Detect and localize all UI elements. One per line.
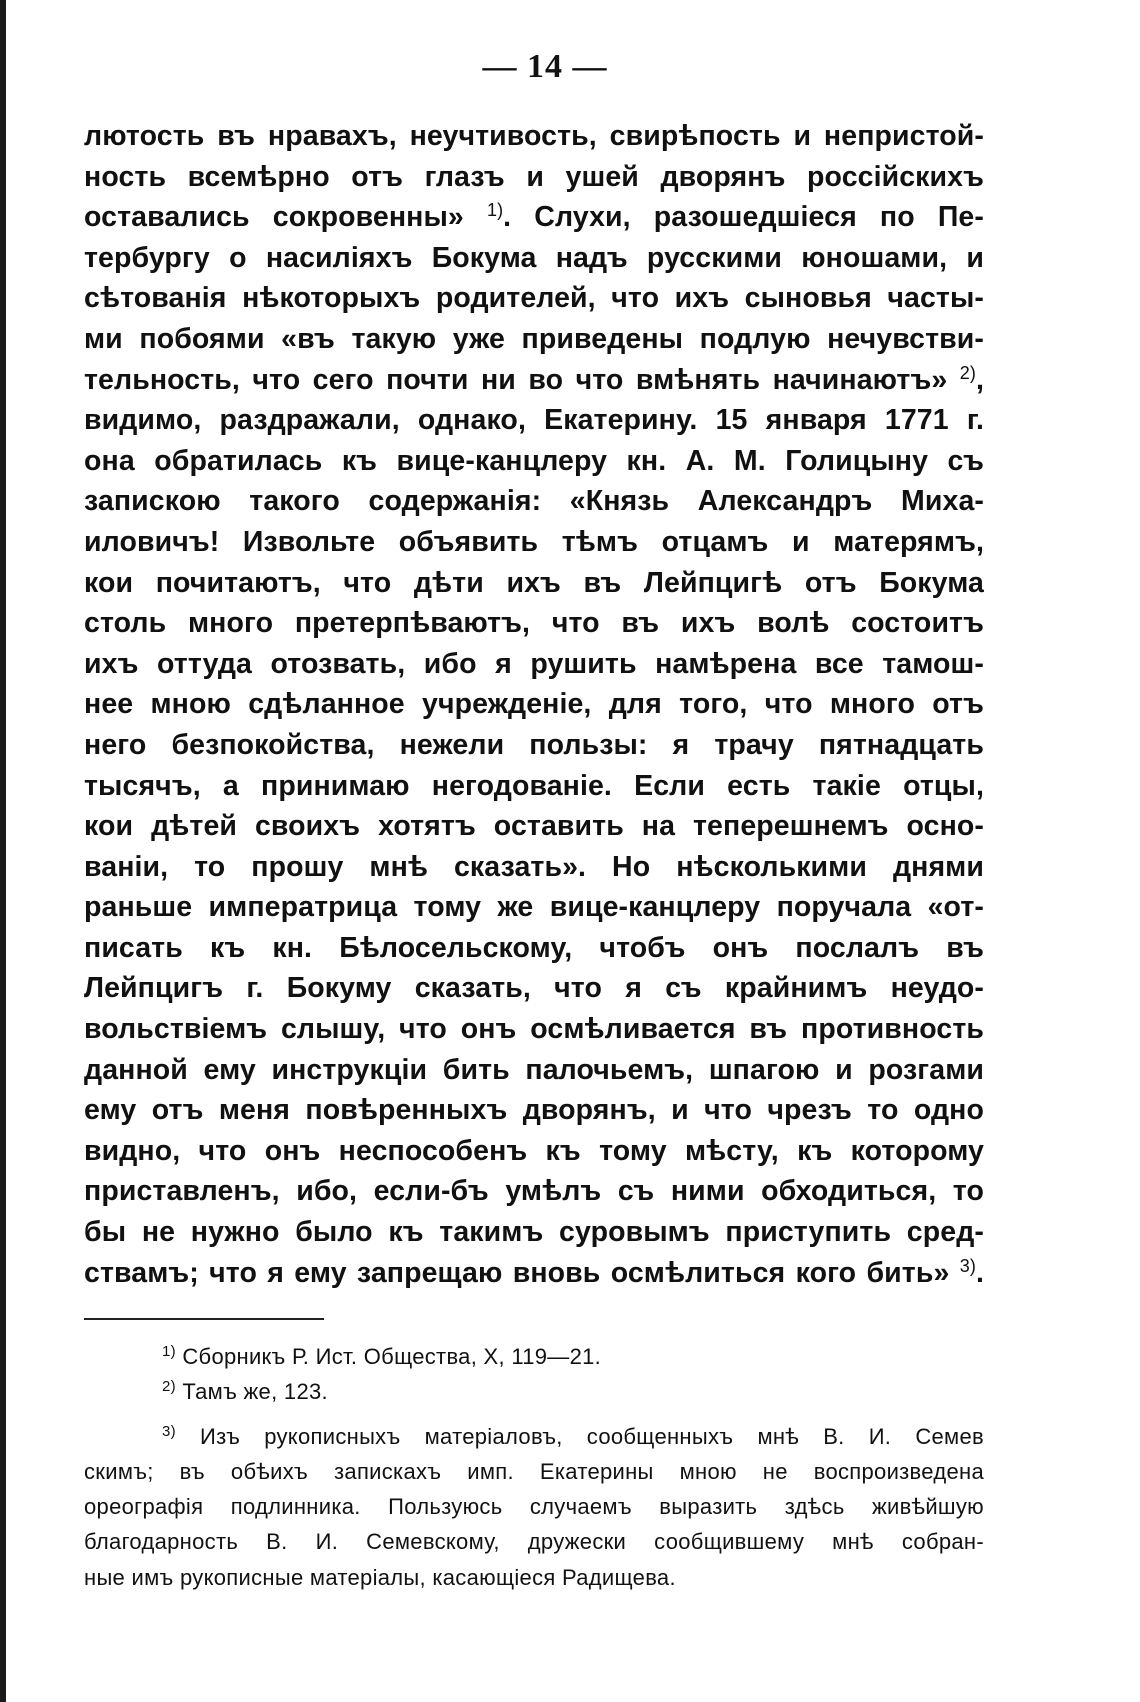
footnote-1-marker: 1) (162, 1343, 176, 1360)
body-line-17: тысячъ, а принимаю негодованіе. Если есть такіе отцы, (84, 769, 984, 802)
body-line-12: кои почитаютъ, что дѣти ихъ въ Лейпцигѣ отъ Бокума (84, 566, 984, 599)
body-line-9: она обратилась къ вице-канцлеру кн. А. М. Голицыну съ (84, 444, 984, 477)
body-line-3-tail: Слухи, разошедшіеся по Пе- (534, 201, 984, 234)
body-line-14: ихъ оттуда отозвать, ибо я рушить намѣрена все тамош- (84, 647, 984, 680)
body-line-2: ность всемѣрно отъ глазъ и ушей дворянъ россійскихъ (84, 160, 984, 193)
body-line-23: вольствіемъ слышу, что онъ осмѣливается въ противность (84, 1013, 984, 1046)
page-left-edge (0, 0, 6, 1702)
footnote-ref-3: 3) (959, 1255, 976, 1276)
footnote-3-line-5: ные имъ рукописные матеріалы, касающіеся Радищева. (84, 1564, 676, 1590)
body-line-10: запискою такого содержанія: «Князь Александръ Миха- (84, 485, 984, 518)
body-line-19: ваніи, то прошу мнѣ сказать». Но нѣсколькими днями (84, 850, 984, 883)
body-line-29 (84, 1253, 984, 1294)
body-line-22: Лейпцигъ г. Бокуму сказать, что я съ крайнимъ неудо- (84, 972, 984, 1005)
body-line-4: тербургу о насиліяхъ Бокума надъ русскими юношами, и (84, 241, 984, 274)
footnote-ref-2: 2) (959, 362, 976, 383)
body-line-7-text: тельность, что сего почти ни во что вмѣнять начинаютъ» (84, 363, 948, 396)
body-line-3: оставались сокровенны» $^{1)}$. Слухи, разошедшіеся по Пе- (84, 200, 984, 234)
page-number: — 14 — (482, 48, 608, 85)
body-line-8: видимо, раздражали, однако, Екатерину. 15 января 1771 г. (84, 404, 984, 437)
body-line-24: данной ему инструкціи бить палочьемъ, шпагою и розгами (84, 1053, 984, 1086)
body-line-13: столь много претерпѣваютъ, что въ ихъ волѣ состоитъ (84, 607, 984, 640)
body-line-18: кои дѣтей своихъ хотятъ оставить на теперешнемъ осно- (84, 810, 984, 843)
footnote-1-text: Сборникъ Р. Ист. Общества, X, 119—21. (182, 1344, 602, 1369)
body-line-11: иловичъ! Извольте объявить тѣмъ отцамъ и матерямъ, (84, 525, 984, 558)
body-line-15: нее мною сдѣланное учрежденіе, для того, что много отъ (84, 688, 984, 721)
body-line-25: ему отъ меня повѣренныхъ дворянъ, и что чрезъ то одно (84, 1094, 984, 1127)
footnote-3-line-4: благодарность В. И. Семевскому, дружески сообщившему мнѣ собран- (84, 1529, 984, 1555)
footnote-2-marker: 2) (162, 1378, 176, 1396)
body-line-6: ми побоями «въ такую уже приведены подлую нечувстви- (84, 322, 984, 355)
footnote-3-marker: 3) (162, 1422, 176, 1440)
body-line-5: сѣтованія нѣкоторыхъ родителей, что ихъ сыновья часты- (84, 282, 984, 315)
footnote-3-line-1 (84, 1419, 984, 1454)
body-line-26: видно, что онъ неспособенъ къ тому мѣсту, къ которому (84, 1134, 984, 1167)
body-line-20: раньше императрица тому же вице-канцлеру поручала «от- (84, 891, 984, 924)
body-line-1: лютость въ нравахъ, неучтивость, свирѣпость и непристой- (84, 120, 984, 152)
body-line-29-text: ствамъ; что я ему запрещаю вновь осмѣлиться кого бить» (84, 1256, 950, 1289)
body-line-29-tail: . (975, 1256, 984, 1289)
footnotes (84, 1339, 984, 1595)
body-line-7-tail: , (975, 363, 984, 396)
body-line-3-text: оставались сокровенны» (84, 201, 464, 234)
footnote-1 (84, 1339, 984, 1374)
body-line-27: приставленъ, ибо, если-бъ умѣлъ съ ними обходиться, то (84, 1175, 984, 1208)
footnote-3-line-3: ореографія подлинника. Пользуюсь случаемъ выразить здѣсь живѣйшую (84, 1494, 984, 1520)
body-line-28: бы не нужно было къ такимъ суровымъ приступить сред- (84, 1216, 984, 1249)
footnote-ref-1: 1) (486, 200, 504, 221)
footnote-rule (84, 1318, 324, 1320)
footnote-2 (84, 1374, 984, 1409)
body-text (84, 116, 984, 1293)
footnote-3-line-2: скимъ; въ обѣихъ запискахъ имп. Екатерины мною не воспроизведена (84, 1458, 984, 1484)
body-line-21: писать къ кн. Бѣлосельскому, чтобъ онъ послалъ въ (84, 931, 984, 964)
footnote-2-text: Тамъ же, 123. (182, 1379, 328, 1405)
footnote-3-line-1-text: Изъ рукописныхъ матеріаловъ, сообщенныхъ мнѣ В. И. Семев (200, 1423, 984, 1449)
body-line-16: него безпокойства, нежели пользы: я трачу пятнадцать (84, 728, 984, 761)
body-line-7 (84, 360, 984, 401)
